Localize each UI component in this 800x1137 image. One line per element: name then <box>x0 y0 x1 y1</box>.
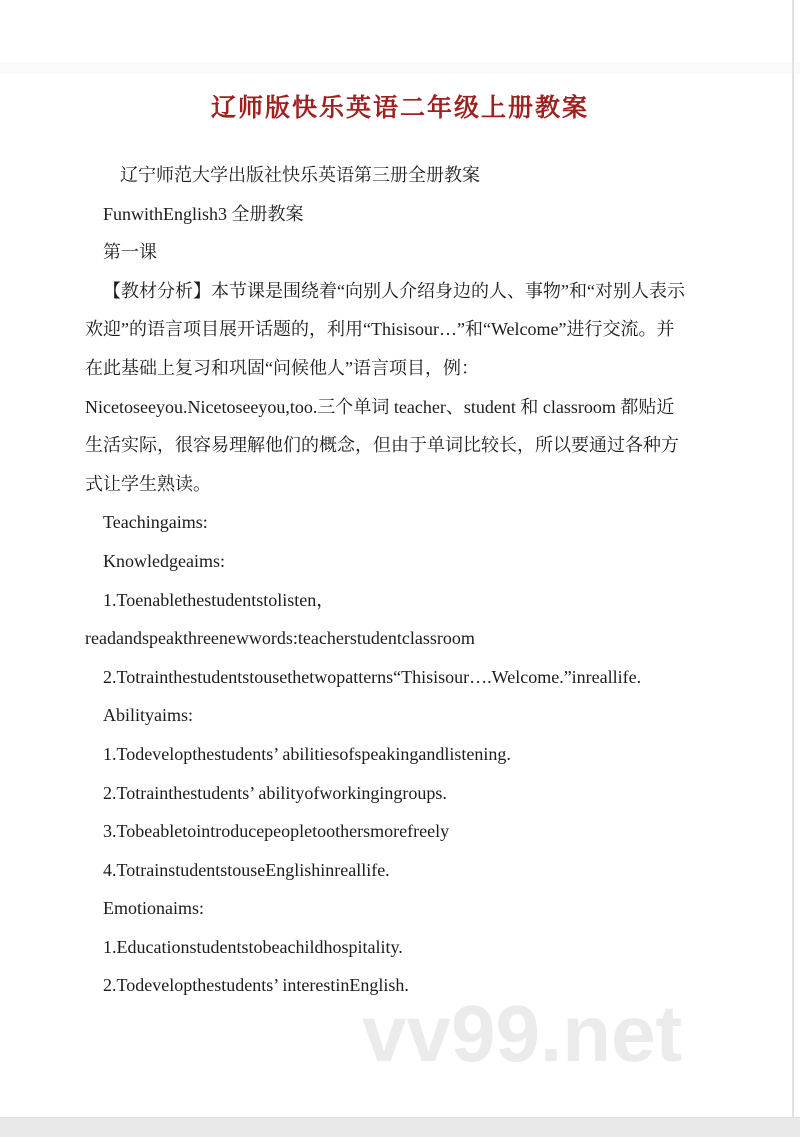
text-line: 第一课 <box>103 242 157 263</box>
page-right-border <box>792 0 794 1119</box>
text-line: 2.Totrainthestudentstousethetwopatterns“Thisisour….Welcome.”inreallife. <box>103 666 642 687</box>
document-title: 辽师版快乐英语二年级上册教案 <box>210 94 589 122</box>
text-line: Emotionaims: <box>103 898 204 919</box>
text-line: 欢迎”的语言项目展开话题的，利用“Thisisour…”和“Welcome”进行交流。并 <box>85 319 675 340</box>
text-line: 辽宁师范大学出版社快乐英语第三册全册教案 <box>120 165 480 185</box>
text-line: 2.Totrainthestudents’ abilityofworkingingroups. <box>103 782 447 803</box>
text-line: FunwithEnglish3 全册教案 <box>103 203 304 224</box>
text-line: Knowledgeaims: <box>103 550 225 571</box>
document-body <box>85 156 717 1005</box>
text-line: Abilityaims: <box>103 705 193 726</box>
watermark: vv99.net <box>362 989 683 1078</box>
text-line: 生活实际，很容易理解他们的概念，但由于单词比较长，所以要通过各种方 <box>85 435 679 456</box>
text-line: 1.Todevelopthestudents’ abilitiesofspeakingandlistening. <box>103 743 511 764</box>
text-line: readandspeakthreenewwords:teacherstudentclassroom <box>85 628 475 649</box>
bottom-scrollbar-track <box>0 1117 800 1137</box>
text-line: 【教材分析】本节课是围绕着“向别人介绍身边的人、事物”和“对别人表示 <box>103 280 685 301</box>
text-line: 3.Tobeabletointroducepeopletoothersmorefreely <box>103 821 450 842</box>
text-line: 在此基础上复习和巩固“问候他人”语言项目，例： <box>85 357 479 378</box>
page-top-shadow <box>0 62 800 74</box>
text-line: 1.Educationstudentstobeachildhospitality. <box>103 936 403 957</box>
text-line: 1.Toenablethestudentstolisten， <box>103 589 335 610</box>
text-line: 2.Todevelopthestudents’ interestinEnglish. <box>103 975 409 996</box>
text-line: Teachingaims: <box>103 512 208 533</box>
text-line: 4.TotrainstudentstouseEnglishinreallife. <box>103 859 390 880</box>
text-line: 式让学生熟读。 <box>85 473 211 494</box>
text-line: Nicetoseeyou.Nicetoseeyou,too.三个单词 teacher、student 和 classroom 都贴近 <box>85 396 675 417</box>
